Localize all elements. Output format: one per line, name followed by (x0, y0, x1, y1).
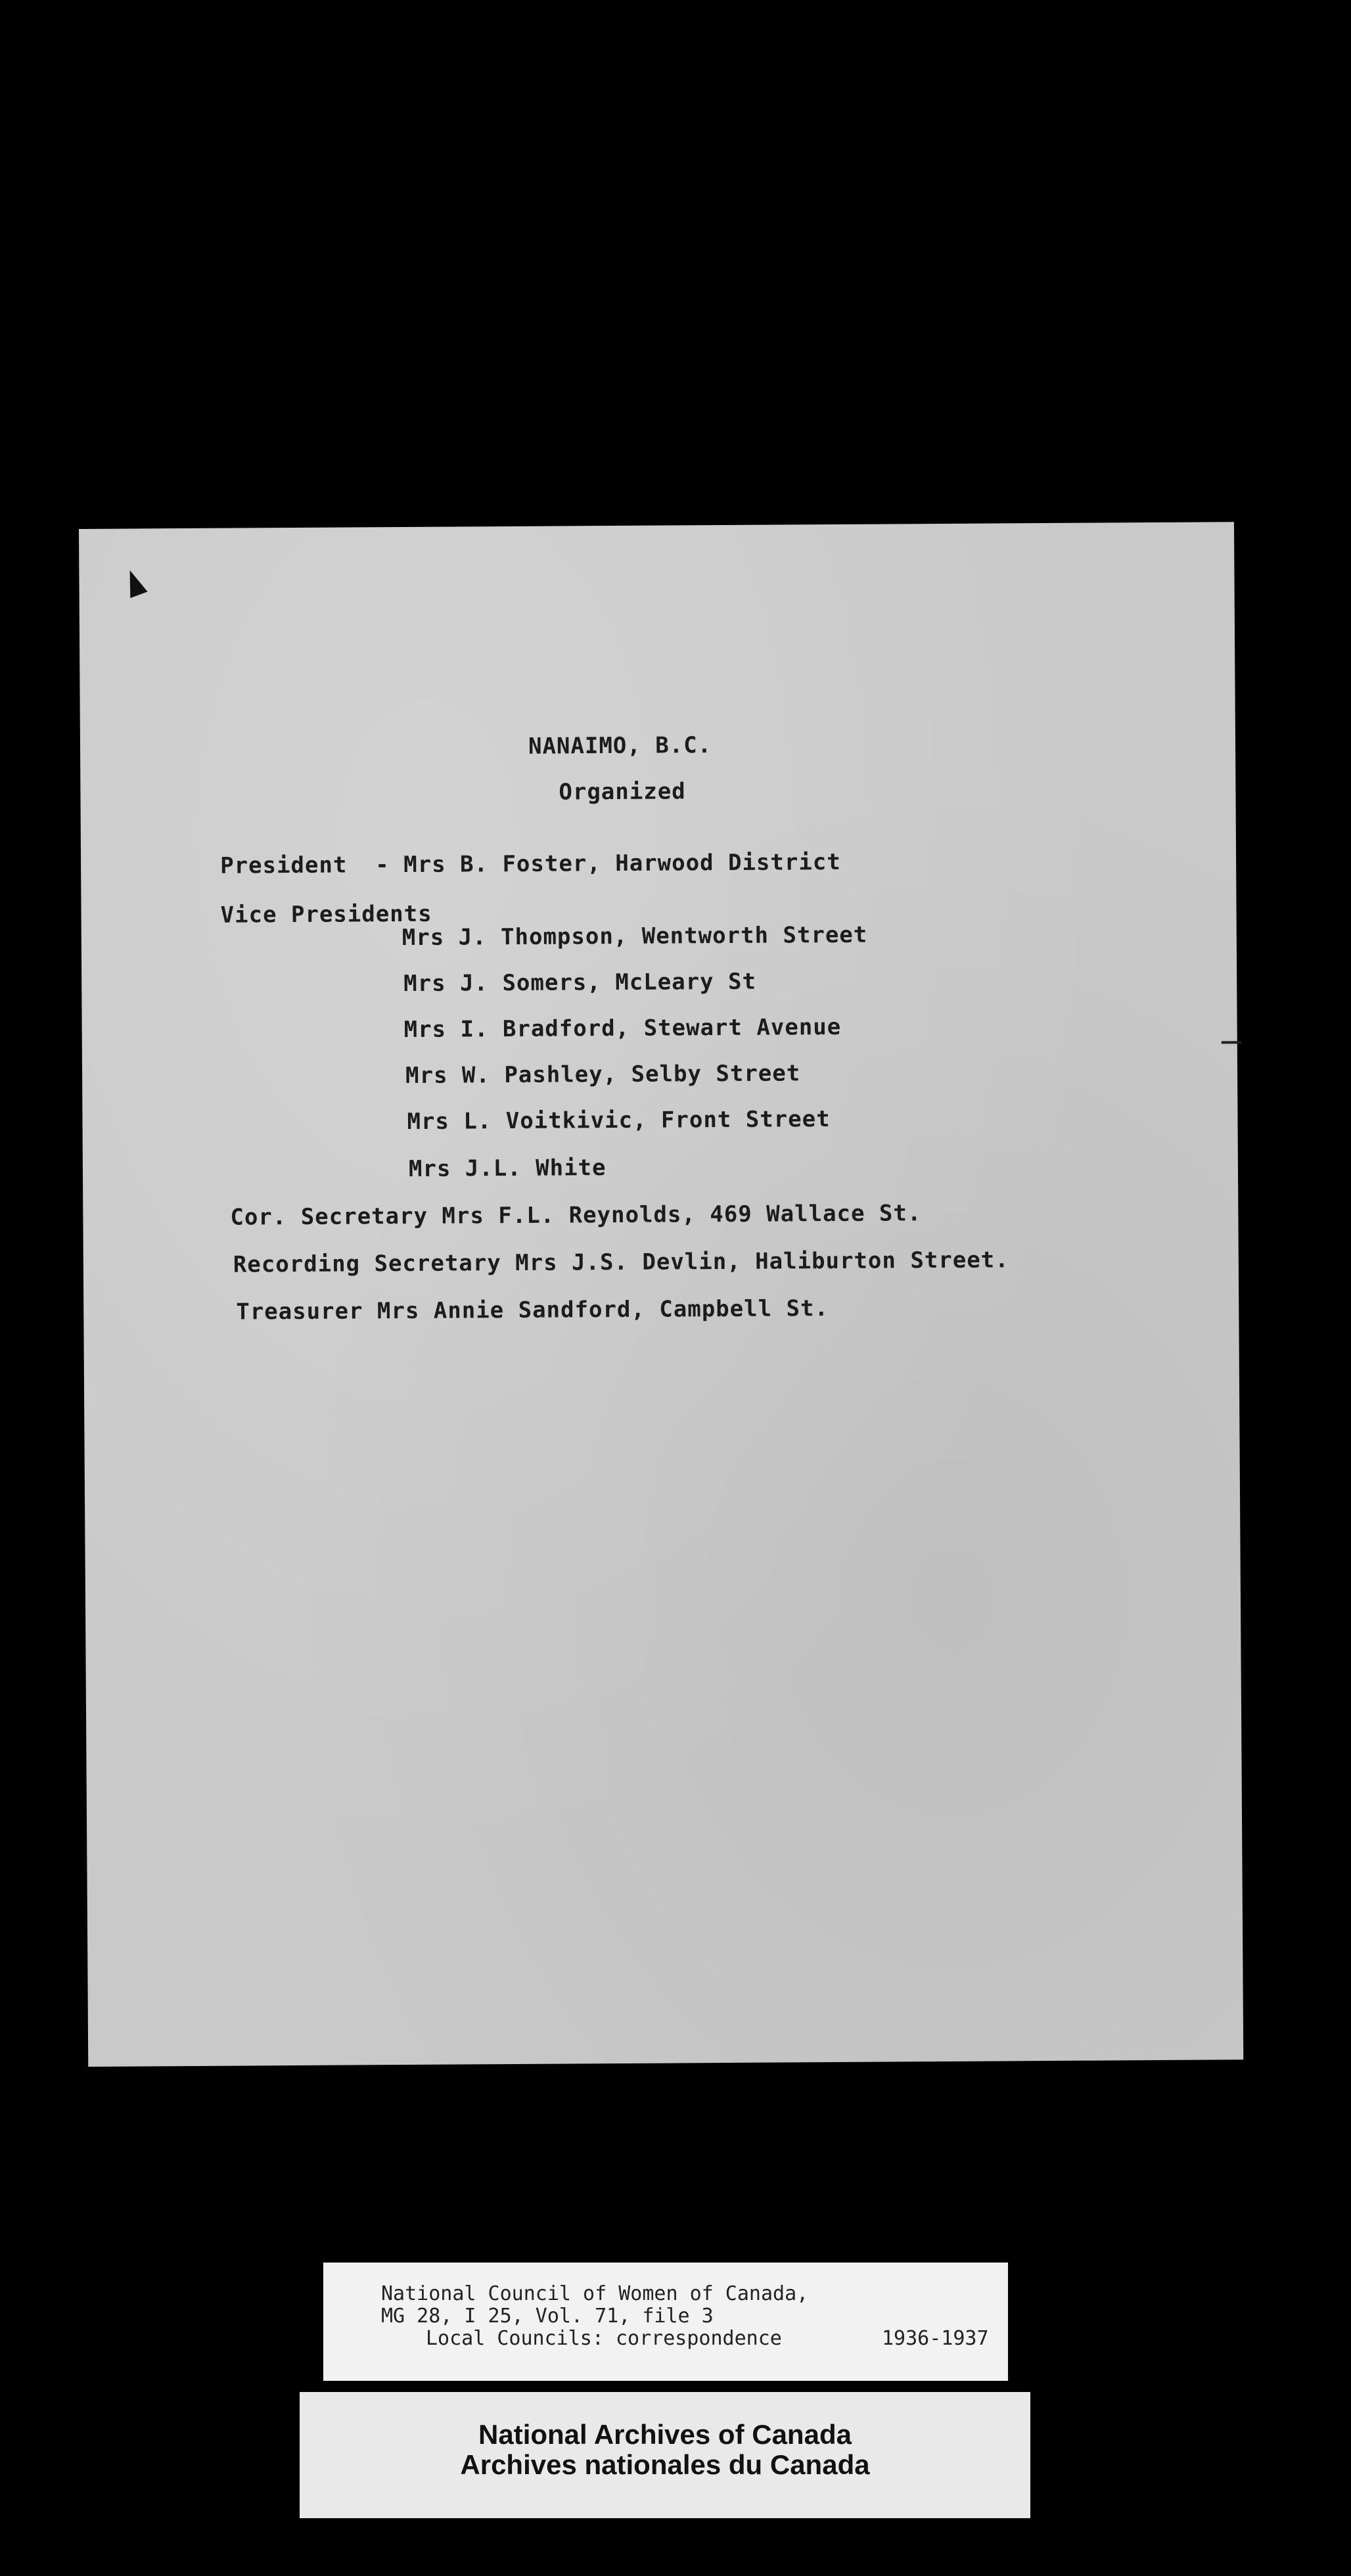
recording-secretary-line: Recording Secretary Mrs J.S. Devlin, Haliburton Street. (233, 1247, 1009, 1278)
document-subtitle: Organized (559, 778, 686, 806)
archive-reference-label (323, 2263, 1008, 2381)
reference-years: 1936-1937 (882, 2327, 989, 2350)
archive-banner (300, 2392, 1030, 2518)
typed-document-page (79, 522, 1243, 2067)
reference-line: MG 28, I 25, Vol. 71, file 3 (381, 2305, 714, 2328)
vice-presidents-label: Vice Presidents (220, 900, 432, 929)
treasurer-line: Treasurer Mrs Annie Sandford, Campbell St. (236, 1295, 829, 1325)
vice-president-item: Mrs J. Thompson, Wentworth Street (401, 921, 868, 952)
vice-president-item: Mrs J.L. White (408, 1155, 607, 1182)
president-line: President - Mrs B. Foster, Harwood District (220, 848, 841, 879)
reference-line: Local Councils: correspondence (426, 2327, 782, 2350)
reference-line: National Council of Women of Canada, (381, 2282, 809, 2305)
vice-president-item: Mrs J. Somers, McLeary St (403, 968, 757, 997)
corner-mark (121, 567, 147, 598)
cor-secretary-line: Cor. Secretary Mrs F.L. Reynolds, 469 Wallace St. (230, 1200, 922, 1231)
vice-president-item: Mrs W. Pashley, Selby Street (405, 1060, 801, 1089)
archive-name-french: Archives nationales du Canada (460, 2449, 870, 2480)
vice-president-item: Mrs L. Voitkivic, Front Street (407, 1106, 831, 1135)
vice-president-item: Mrs I. Bradford, Stewart Avenue (403, 1013, 842, 1043)
edge-mark (1222, 1041, 1241, 1044)
document-title: NANAIMO, B.C. (528, 732, 712, 760)
archive-name-english: National Archives of Canada (478, 2419, 852, 2450)
